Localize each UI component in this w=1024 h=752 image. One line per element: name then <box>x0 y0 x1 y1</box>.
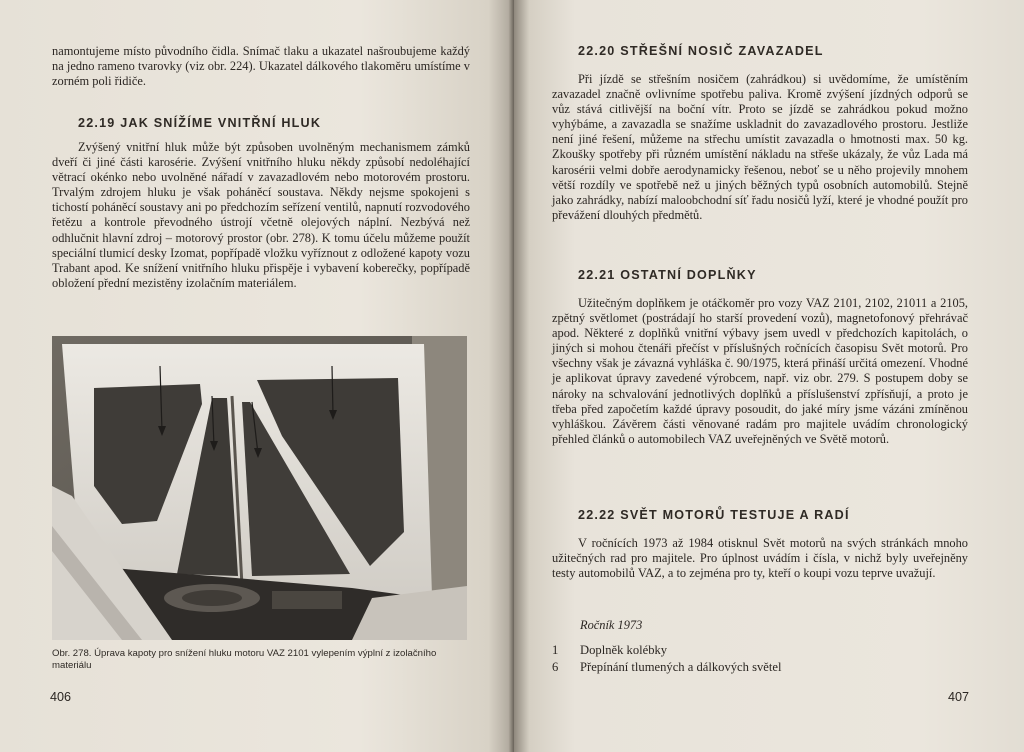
intro-paragraph: namontujeme místo původního čidla. Snímač tlaku a ukazatel našroubujeme každý na jedno rameno tvarovky (viz obr. 224). Ukazatel dálkového tlakoměru umístíme v zorném poli řidiče. <box>52 44 470 89</box>
section-heading-22-21: 22.21 OSTATNÍ DOPLŇKY <box>578 268 757 282</box>
section-22-22-heading-block <box>578 508 958 522</box>
list-item <box>552 659 968 676</box>
intro-paragraph-block <box>52 44 470 89</box>
page-number-right: 407 <box>948 690 970 704</box>
section-heading-block <box>78 116 468 130</box>
section-22-21-body-block <box>552 296 968 447</box>
hood-photo-icon <box>52 336 467 640</box>
section-22-22-body-block <box>552 536 968 581</box>
right-page <box>514 0 1024 752</box>
article-list <box>552 642 968 676</box>
figure-caption: Obr. 278. Úprava kapoty pro snížení hluku motoru VAZ 2101 vylepením výplní z izolačního materiálu <box>52 648 437 671</box>
section-body-block <box>52 140 470 291</box>
section-body-22-22: V ročnících 1973 až 1984 otisknul Svět motorů na svých stránkách mnoho užitečných rad pro majitele. Pro úplnost uvádím i čísla, v nichž byly uveřejněny testy automobilů VAZ, a to zejména pro ty, kteří o koupi vozu teprve uvažují. <box>552 536 968 581</box>
section-22-21-heading-block <box>578 268 958 282</box>
list-item-number: 1 <box>552 643 559 657</box>
section-body-22-21: Užitečným doplňkem je otáčkoměr pro vozy VAZ 2101, 2102, 21011 a 2105, zpětný světlomet (postrádají ho starší provedení vozů), magnetofonový přehrávač apod. Některé z doplňků vnitřní výbavy jsem uvedl v předchozích kapitolách, o jiných si mohou čtenáři přečíst v příslušných ročnících časopisu Svět motorů. Pro všechny však je závazná vyhláška č. 90/1975, která přináší určitá omezení. Vhodné je aplikovat úpravy zavedené výrobcem, např. viz obr. 279. S postupem doby se nároky na schvalování jednotlivých doplňků a příslušenství zpřísňují, a proto je třeba před započetím každé úpravy posoudit, do jaké míry jsme vázáni zmíněnou vyhláškou. Závěrem části věnované radám pro majitele uvádím chronologický přehled článků o automobilech VAZ uveřejněných ve Světě motorů. <box>552 296 968 446</box>
list-item <box>552 642 968 659</box>
list-item-text: Přepínání tlumených a dálkových světel <box>580 660 782 674</box>
year-heading: Ročník 1973 <box>580 618 643 632</box>
section-heading-22-20: 22.20 STŘEŠNÍ NOSIČ ZAVAZADEL <box>578 44 824 58</box>
year-heading-block <box>552 618 968 633</box>
section-body-22-19: Zvýšený vnitřní hluk může být způsoben uvolněným mechanismem zámků dveří či jiné části karosérie. Zvýšení vnitřního hluku někdy způsobí nedoléhající větrací okénko nebo uvolněné nářadí v zavazadlovém nebo motorovém prostoru. Trvalým zdrojem hluku je však poháněcí soustava. Někdy nejsme spokojeni s tichostí poháněcí soustavy ani po předchozím seřízení ventilů, napnutí rozvodového řetězu a kontrole převodného ústrojí včetně olejových náplní. Nezbývá než odhlučnit hlavní zdroj – motorový prostor (obr. 278). K tomu účelu můžeme použít speciální tlumicí desky Izomat, popřípadě vložku vyříznout z odložené kapoty vozu Trabant apod. Ke snížení vnitřního hluku přispěje i vybavení koberečky, popřípadě obložení přední mezistěny izolačním materiálem. <box>52 140 470 290</box>
page-number-left: 406 <box>50 690 72 704</box>
list-item-text: Doplněk kolébky <box>580 643 668 657</box>
list-item-number: 6 <box>552 660 559 674</box>
section-22-20-heading-block <box>578 44 958 58</box>
section-heading-22-19: 22.19 JAK SNÍŽÍME VNITŘNÍ HLUK <box>78 116 322 130</box>
figure-278 <box>52 336 467 640</box>
section-heading-22-22: 22.22 SVĚT MOTORŮ TESTUJE A RADÍ <box>578 508 850 522</box>
section-22-20-body-block <box>552 72 968 223</box>
section-body-22-20: Při jízdě se střešním nosičem (zahrádkou) si uvědomíme, že umístěním zavazadel značně ovlivníme spotřebu paliva. Kromě zvýšení jízdných odporů se vůz stává citlivější na boční vítr. Proto se jízdě se zahrádkou pokud možno vyhýbáme, a zavazadla se snažíme uskladnit do zavazadlového prostoru. Jestliže není jiné řešení, můžeme na střechu umístit zavazadla o hmotnosti max. 50 kg. Zkoušky spotřeby při různém umístění nákladu na střeše ukázaly, že vůz Lada má karosérii velmi dobře aerodynamicky řešenou, neboť se u něho projevily mnohem větší rozdíly ve spotřebě než u jiných běžných typů osobních automobilů. Stejně jako zahrádky, nabízí maloobchodní síť řadu nosičů lyží, které je vhodné použít pro převážení dlouhých předmětů. <box>552 72 968 222</box>
